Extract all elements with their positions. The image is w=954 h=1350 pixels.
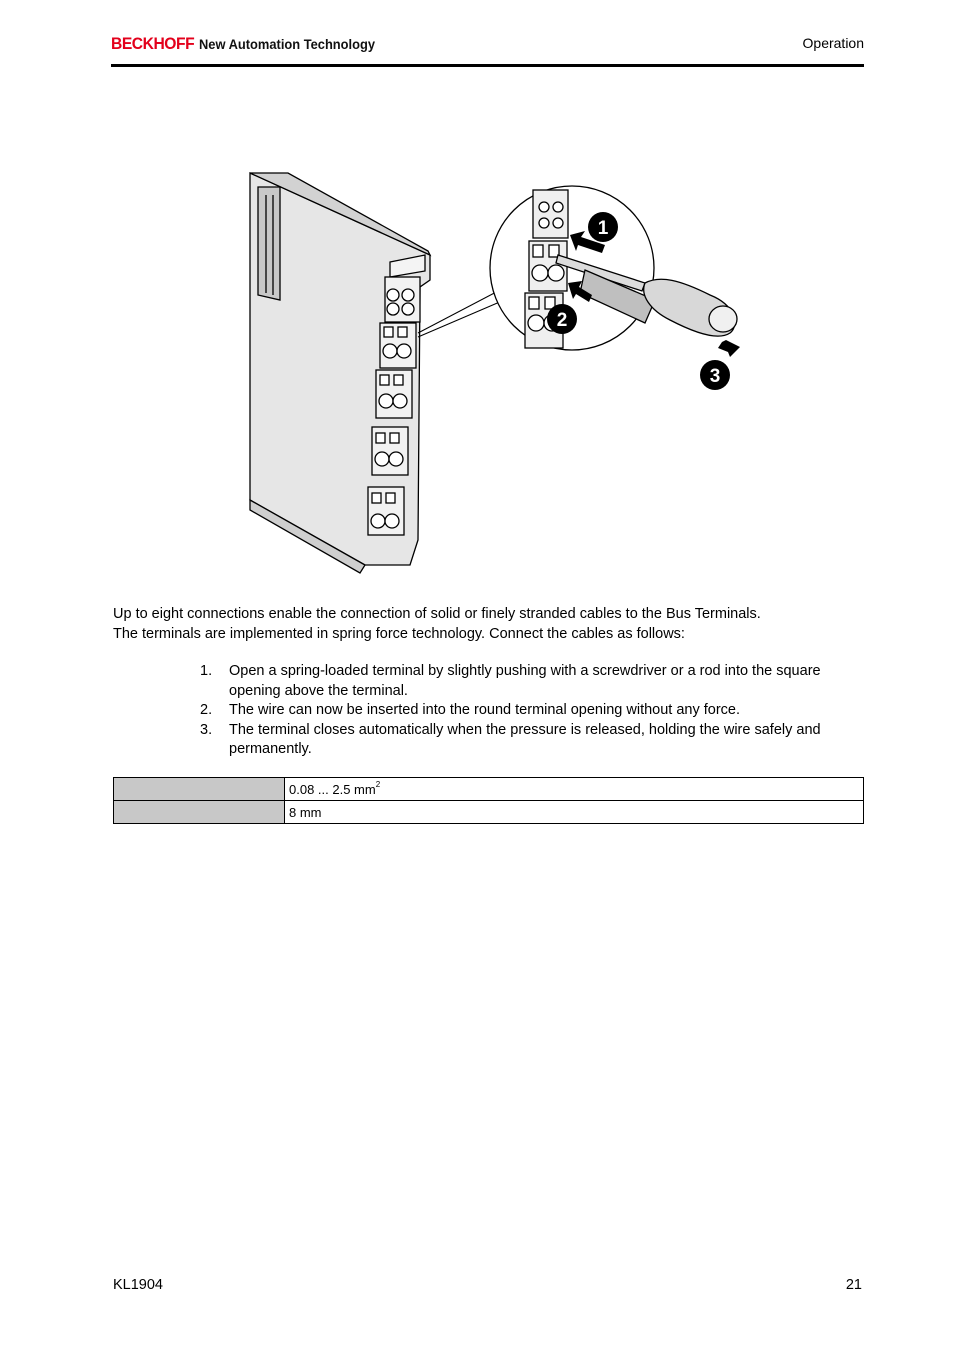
callout-1 bbox=[588, 212, 618, 242]
step-text: The wire can now be inserted into the round terminal opening without any force. bbox=[229, 702, 741, 718]
callout-3 bbox=[700, 360, 730, 390]
table-row bbox=[114, 778, 864, 801]
spec-label-cell bbox=[114, 801, 285, 824]
step-text: The terminal closes automatically when the pressure is released, holding the wire safely and permanently. bbox=[229, 721, 821, 757]
list-item bbox=[200, 721, 865, 760]
spec-superscript: 2 bbox=[375, 779, 381, 789]
intro-paragraph bbox=[113, 604, 865, 644]
step-number: 1. bbox=[200, 663, 213, 679]
step-number: 3. bbox=[200, 721, 213, 738]
spec-label-cell bbox=[114, 778, 285, 801]
list-item bbox=[200, 662, 865, 701]
intro-line-1: Up to eight connections enable the connection of solid or finely stranded cables to the Bus Terminals. bbox=[113, 606, 761, 622]
page-number: 21 bbox=[845, 1277, 862, 1293]
spec-value: 0.08 ... 2.5 mm bbox=[289, 781, 376, 797]
intro-line-2: The terminals are implemented in spring force technology. Connect the cables as follows: bbox=[113, 626, 685, 642]
spec-value-cell bbox=[285, 778, 864, 801]
page-header bbox=[111, 30, 864, 67]
terminal-wiring-illustration bbox=[240, 165, 760, 580]
bus-terminal-drawing bbox=[250, 173, 430, 573]
spec-value-cell bbox=[285, 801, 864, 824]
beckhoff-logo: BECKHOFF bbox=[111, 34, 195, 53]
document-id: KL1904 bbox=[113, 1277, 163, 1293]
wire-spec-table bbox=[113, 777, 864, 824]
callout-2 bbox=[547, 304, 577, 334]
callout-3-label: 3 bbox=[709, 366, 721, 387]
list-item bbox=[200, 701, 865, 721]
steps-list bbox=[200, 662, 865, 760]
spec-value: 8 mm bbox=[289, 804, 322, 820]
callout-1-label: 1 bbox=[597, 218, 609, 239]
table-row bbox=[114, 801, 864, 824]
logo-tagline: New Automation Technology bbox=[199, 36, 376, 52]
step-text: Open a spring-loaded terminal by slightly pushing with a screwdriver or a rod into the square opening above the terminal. bbox=[229, 663, 821, 699]
callout-2-label: 2 bbox=[556, 310, 568, 331]
step-number: 2. bbox=[200, 702, 213, 718]
page-footer bbox=[113, 1277, 862, 1293]
section-title: Operation bbox=[802, 35, 864, 51]
